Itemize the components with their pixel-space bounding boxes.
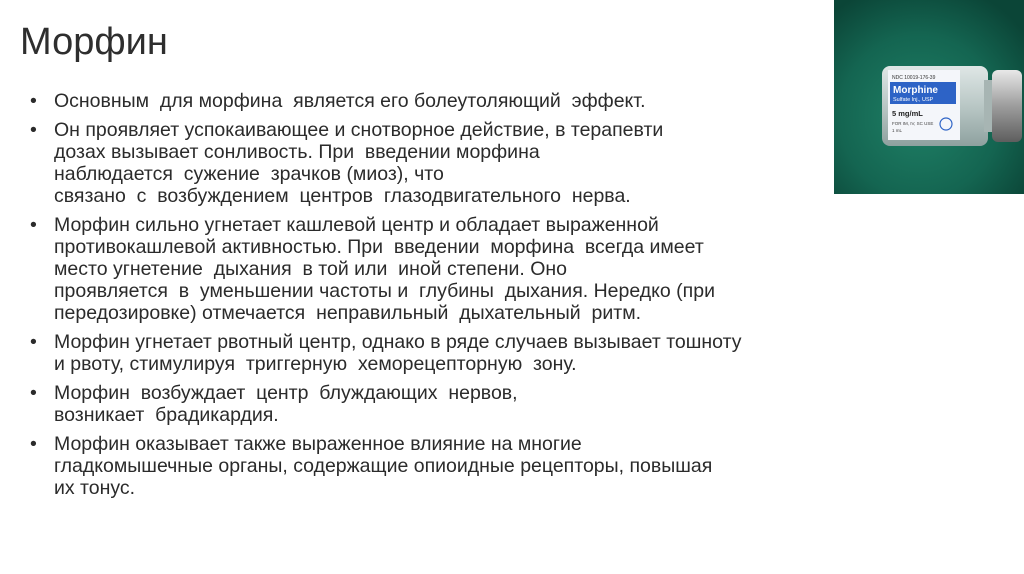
bullet-line: связано с возбуждением центров глазодвигательного нерва.	[54, 185, 631, 207]
bullet-line: и рвоту, стимулируя триггерную хеморецепторную зону.	[54, 353, 577, 375]
vial-label-name: Morphine	[893, 85, 938, 96]
bullet-marker: •	[30, 119, 37, 141]
vial-illustration	[834, 0, 1024, 194]
bullet-line: Морфин оказывает также выраженное влияние на многие	[54, 433, 582, 455]
bullet-line: передозировке) отмечается неправильный дыхательный ритм.	[54, 302, 642, 324]
bullet-line: их тонус.	[54, 477, 136, 499]
bullet-line: Он проявляет успокаивающее и снотворное действие, в терапевти	[54, 119, 664, 141]
bullet-line: место угнетение дыхания в той или иной степени. Оно	[54, 258, 567, 280]
bullet-item	[30, 433, 990, 499]
bullet-line: дозах вызывает сонливость. При введении морфина	[54, 141, 540, 163]
bullet-line: Морфин сильно угнетает кашлевой центр и обладает выраженной	[54, 214, 659, 236]
bullet-marker: •	[30, 331, 37, 353]
bullet-line: Морфин возбуждает центр блуждающих нервов,	[54, 382, 518, 404]
bullet-item	[30, 331, 990, 375]
bullet-item	[30, 382, 990, 426]
bullet-line: возникает брадикардия.	[54, 404, 279, 426]
bullet-line: проявляется в уменьшении частоты и глубины дыхания. Нередко (при	[54, 280, 715, 302]
morphine-vial-photo	[834, 0, 1024, 194]
bullet-line: гладкомышечные органы, содержащие опиоидные рецепторы, повышая	[54, 455, 713, 477]
vial-cap	[992, 70, 1022, 142]
vial-label-volume: 1 mL	[892, 128, 903, 133]
vial-label-dose: 5 mg/mL	[892, 109, 923, 118]
slide-title: Морфин	[20, 21, 168, 63]
vial-label-usage: FOR IM, IV, SC USE	[892, 121, 934, 126]
vial-label-code: NDC 10019-176-39	[892, 75, 936, 81]
bullet-line: Основным для морфина является его болеутоляющий эффект.	[54, 90, 646, 112]
bullet-item	[30, 214, 990, 324]
bullet-line: противокашлевой активностью. При введении морфина всегда имеет	[54, 236, 704, 258]
bullet-marker: •	[30, 382, 37, 404]
bullet-marker: •	[30, 90, 37, 112]
bullet-marker: •	[30, 214, 37, 236]
bullet-line: наблюдается сужение зрачков (миоз), что	[54, 163, 444, 185]
vial-label-sub: Sulfate Inj., USP	[893, 97, 934, 103]
bullet-line: Морфин угнетает рвотный центр, однако в ряде случаев вызывает тошноту	[54, 331, 742, 353]
bullet-marker: •	[30, 433, 37, 455]
